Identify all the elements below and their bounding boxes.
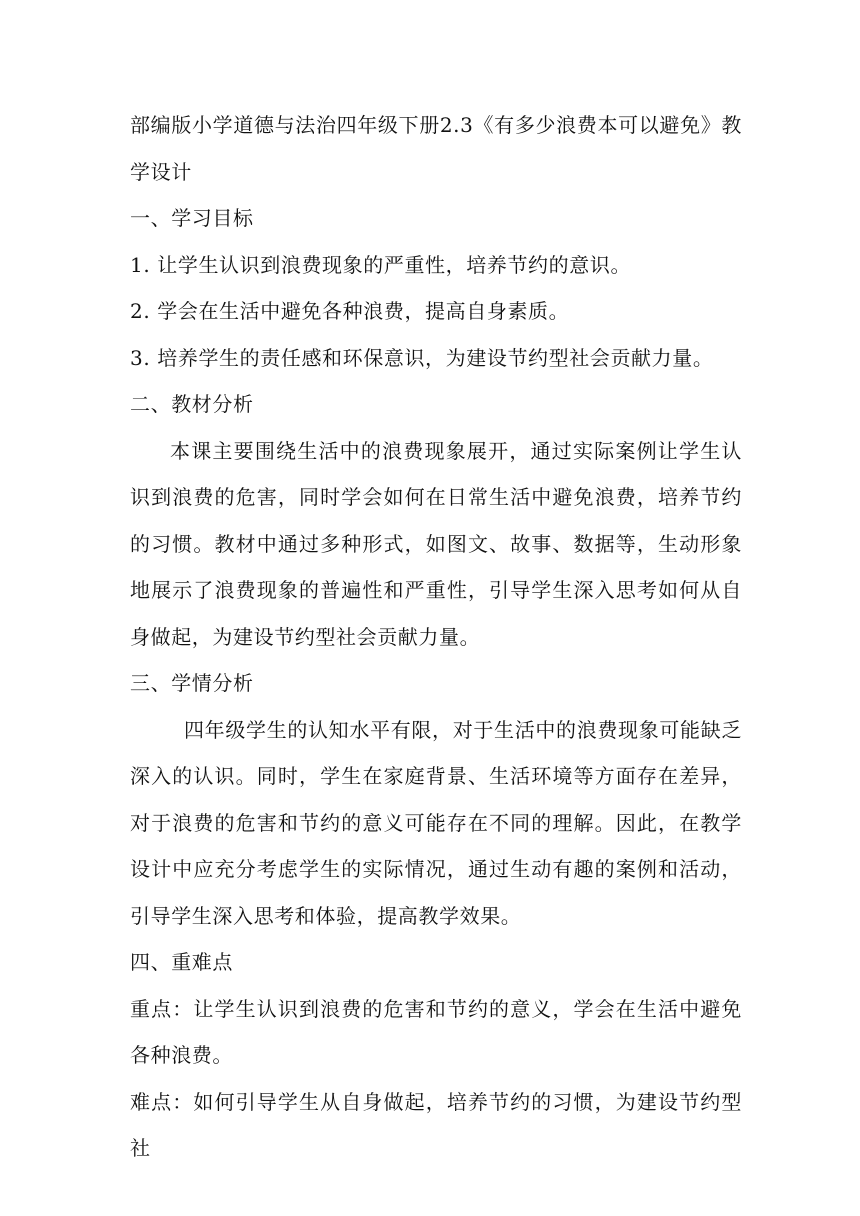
objective-item: 3. 培养学生的责任感和环保意识，为建设节约型社会贡献力量。 bbox=[130, 345, 714, 370]
section-heading-student-analysis: 三、学情分析 bbox=[130, 671, 254, 695]
objective-item: 1. 让学生认识到浪费现象的严重性，培养节约的意识。 bbox=[130, 252, 632, 277]
key-point-text: 重点：让学生认识到浪费的危害和节约的意义，学会在生活中避免各种浪费。 bbox=[130, 996, 742, 1067]
objective-item: 2. 学会在生活中避免各种浪费，提高自身素质。 bbox=[130, 299, 570, 323]
textbook-analysis-paragraph: 本课主要围绕生活中的浪费现象展开，通过实际案例让学生认识到浪费的危害，同时学会如何在日常生活中避免浪费，培养节约的习惯。教材中通过多种形式，如图文、故事、数据等，生动形象地展示了浪费现象的普遍性和严重性，引导学生深入思考如何从自身做起，为建设节约型社会贡献力量。 bbox=[130, 438, 742, 649]
document-title: 部编版小学道德与法治四年级下册2.3《有多少浪费本可以避免》教学设计 bbox=[130, 113, 742, 184]
student-analysis-paragraph: 四年级学生的认知水平有限，对于生活中的浪费现象可能缺乏深入的认识。同时，学生在家庭背景、生活环境等方面存在差异，对于浪费的危害和节约的意义可能存在不同的理解。因此，在教学设计中应充分考虑学生的实际情况，通过生动有趣的案例和活动，引导学生深入思考和体验，提高教学效果。 bbox=[130, 717, 742, 928]
difficult-point-text: 难点：如何引导学生从自身做起，培养节约的习惯，为建设节约型社 bbox=[130, 1089, 742, 1160]
section-heading-learning-objectives: 一、学习目标 bbox=[130, 206, 254, 230]
document-page bbox=[130, 102, 742, 1172]
section-heading-textbook-analysis: 二、教材分析 bbox=[130, 392, 254, 416]
section-heading-key-difficult-points: 四、重难点 bbox=[130, 950, 233, 974]
